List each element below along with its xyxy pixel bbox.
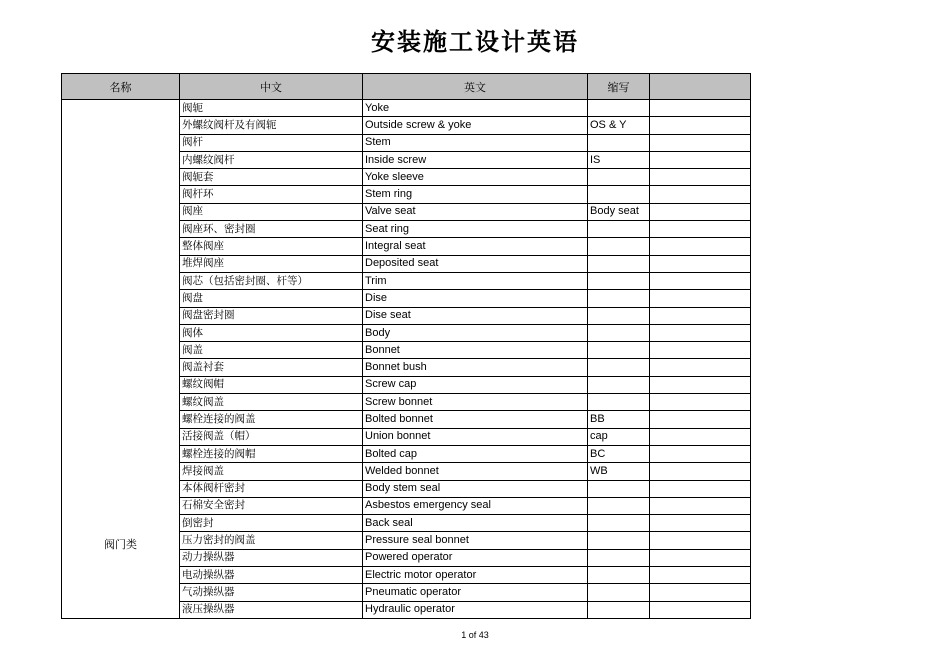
- extra-cell: [650, 151, 751, 168]
- english-term-cell: Screw bonnet: [363, 394, 588, 411]
- page-title: 安装施工设计英语: [371, 27, 579, 56]
- category-label: 阀门类: [104, 538, 137, 552]
- column-header-english: 英文: [363, 74, 588, 100]
- extra-cell: [650, 584, 751, 601]
- extra-cell: [650, 394, 751, 411]
- chinese-term-cell: 焊接阀盖: [180, 463, 363, 480]
- glossary-table: [61, 73, 751, 619]
- extra-cell: [650, 290, 751, 307]
- english-term-cell: Asbestos emergency seal: [363, 497, 588, 514]
- chinese-term-cell: 液压操纵器: [180, 601, 363, 618]
- abbreviation-cell: [588, 324, 650, 341]
- chinese-term-cell: 石棉安全密封: [180, 497, 363, 514]
- chinese-term-cell: 阀杆环: [180, 186, 363, 203]
- extra-cell: [650, 445, 751, 462]
- abbreviation-cell: [588, 480, 650, 497]
- english-term-cell: Bolted cap: [363, 445, 588, 462]
- abbreviation-cell: [588, 549, 650, 566]
- extra-cell: [650, 307, 751, 324]
- abbreviation-cell: [588, 307, 650, 324]
- extra-cell: [650, 324, 751, 341]
- extra-cell: [650, 272, 751, 289]
- abbreviation-cell: [588, 238, 650, 255]
- extra-cell: [650, 532, 751, 549]
- english-term-cell: Yoke sleeve: [363, 169, 588, 186]
- english-term-cell: Pneumatic operator: [363, 584, 588, 601]
- abbreviation-cell: IS: [588, 151, 650, 168]
- chinese-term-cell: 阀盘: [180, 290, 363, 307]
- chinese-term-cell: 堆焊阀座: [180, 255, 363, 272]
- abbreviation-cell: OS & Y: [588, 117, 650, 134]
- english-term-cell: Outside screw & yoke: [363, 117, 588, 134]
- category-cell: [62, 100, 180, 619]
- extra-cell: [650, 169, 751, 186]
- abbreviation-cell: BC: [588, 445, 650, 462]
- english-term-cell: Yoke: [363, 100, 588, 117]
- chinese-term-cell: 活接阀盖（帽）: [180, 428, 363, 445]
- chinese-term-cell: 阀杆: [180, 134, 363, 151]
- extra-cell: [650, 567, 751, 584]
- chinese-term-cell: 螺纹阀帽: [180, 376, 363, 393]
- extra-cell: [650, 428, 751, 445]
- english-term-cell: Stem ring: [363, 186, 588, 203]
- english-term-cell: Screw cap: [363, 376, 588, 393]
- column-header-abbreviation: 缩写: [588, 74, 650, 100]
- column-header-name: 名称: [62, 74, 180, 100]
- abbreviation-cell: cap: [588, 428, 650, 445]
- english-term-cell: Deposited seat: [363, 255, 588, 272]
- abbreviation-cell: [588, 567, 650, 584]
- extra-cell: [650, 238, 751, 255]
- english-term-cell: Stem: [363, 134, 588, 151]
- chinese-term-cell: 倒密封: [180, 515, 363, 532]
- english-term-cell: Hydraulic operator: [363, 601, 588, 618]
- extra-cell: [650, 411, 751, 428]
- chinese-term-cell: 螺纹阀盖: [180, 394, 363, 411]
- abbreviation-cell: [588, 515, 650, 532]
- chinese-term-cell: 阀芯（包括密封圈、杆等）: [180, 272, 363, 289]
- extra-cell: [650, 601, 751, 618]
- english-term-cell: Dise: [363, 290, 588, 307]
- english-term-cell: Body stem seal: [363, 480, 588, 497]
- english-term-cell: Back seal: [363, 515, 588, 532]
- abbreviation-cell: [588, 169, 650, 186]
- chinese-term-cell: 整体阀座: [180, 238, 363, 255]
- abbreviation-cell: [588, 376, 650, 393]
- abbreviation-cell: [588, 394, 650, 411]
- extra-cell: [650, 463, 751, 480]
- extra-cell: [650, 376, 751, 393]
- extra-cell: [650, 497, 751, 514]
- english-term-cell: Seat ring: [363, 221, 588, 238]
- abbreviation-cell: [588, 497, 650, 514]
- english-term-cell: Body: [363, 324, 588, 341]
- chinese-term-cell: 电动操纵器: [180, 567, 363, 584]
- extra-cell: [650, 480, 751, 497]
- chinese-term-cell: 本体阀杆密封: [180, 480, 363, 497]
- chinese-term-cell: 阀轭套: [180, 169, 363, 186]
- extra-cell: [650, 221, 751, 238]
- abbreviation-cell: [588, 255, 650, 272]
- english-term-cell: Welded bonnet: [363, 463, 588, 480]
- chinese-term-cell: 压力密封的阀盖: [180, 532, 363, 549]
- extra-cell: [650, 255, 751, 272]
- extra-cell: [650, 100, 751, 117]
- extra-cell: [650, 515, 751, 532]
- english-term-cell: Dise seat: [363, 307, 588, 324]
- chinese-term-cell: 动力操纵器: [180, 549, 363, 566]
- abbreviation-cell: [588, 100, 650, 117]
- english-term-cell: Inside screw: [363, 151, 588, 168]
- english-term-cell: Electric motor operator: [363, 567, 588, 584]
- extra-cell: [650, 342, 751, 359]
- english-term-cell: Valve seat: [363, 203, 588, 220]
- table-row: [62, 100, 751, 117]
- abbreviation-cell: Body seat: [588, 203, 650, 220]
- chinese-term-cell: 螺栓连接的阀盖: [180, 411, 363, 428]
- chinese-term-cell: 外螺纹阀杆及有阀轭: [180, 117, 363, 134]
- chinese-term-cell: 气动操纵器: [180, 584, 363, 601]
- abbreviation-cell: [588, 584, 650, 601]
- english-term-cell: Bonnet bush: [363, 359, 588, 376]
- page-number: 1 of 43: [461, 630, 489, 640]
- chinese-term-cell: 螺栓连接的阀帽: [180, 445, 363, 462]
- chinese-term-cell: 阀轭: [180, 100, 363, 117]
- abbreviation-cell: WB: [588, 463, 650, 480]
- english-term-cell: Trim: [363, 272, 588, 289]
- header-row: [62, 74, 751, 100]
- abbreviation-cell: [588, 359, 650, 376]
- chinese-term-cell: 阀盖: [180, 342, 363, 359]
- abbreviation-cell: [588, 342, 650, 359]
- chinese-term-cell: 阀盘密封圈: [180, 307, 363, 324]
- abbreviation-cell: [588, 290, 650, 307]
- extra-cell: [650, 186, 751, 203]
- english-term-cell: Bonnet: [363, 342, 588, 359]
- english-term-cell: Bolted bonnet: [363, 411, 588, 428]
- abbreviation-cell: [588, 186, 650, 203]
- extra-cell: [650, 203, 751, 220]
- abbreviation-cell: [588, 532, 650, 549]
- chinese-term-cell: 内螺纹阀杆: [180, 151, 363, 168]
- column-header-chinese: 中文: [180, 74, 363, 100]
- extra-cell: [650, 117, 751, 134]
- chinese-term-cell: 阀座: [180, 203, 363, 220]
- english-term-cell: Pressure seal bonnet: [363, 532, 588, 549]
- extra-cell: [650, 549, 751, 566]
- chinese-term-cell: 阀座环、密封圈: [180, 221, 363, 238]
- column-header-extra: [650, 74, 751, 100]
- english-term-cell: Powered operator: [363, 549, 588, 566]
- abbreviation-cell: [588, 601, 650, 618]
- table-body: [62, 100, 751, 619]
- extra-cell: [650, 134, 751, 151]
- english-term-cell: Union bonnet: [363, 428, 588, 445]
- english-term-cell: Integral seat: [363, 238, 588, 255]
- abbreviation-cell: BB: [588, 411, 650, 428]
- chinese-term-cell: 阀体: [180, 324, 363, 341]
- abbreviation-cell: [588, 134, 650, 151]
- chinese-term-cell: 阀盖衬套: [180, 359, 363, 376]
- extra-cell: [650, 359, 751, 376]
- abbreviation-cell: [588, 221, 650, 238]
- abbreviation-cell: [588, 272, 650, 289]
